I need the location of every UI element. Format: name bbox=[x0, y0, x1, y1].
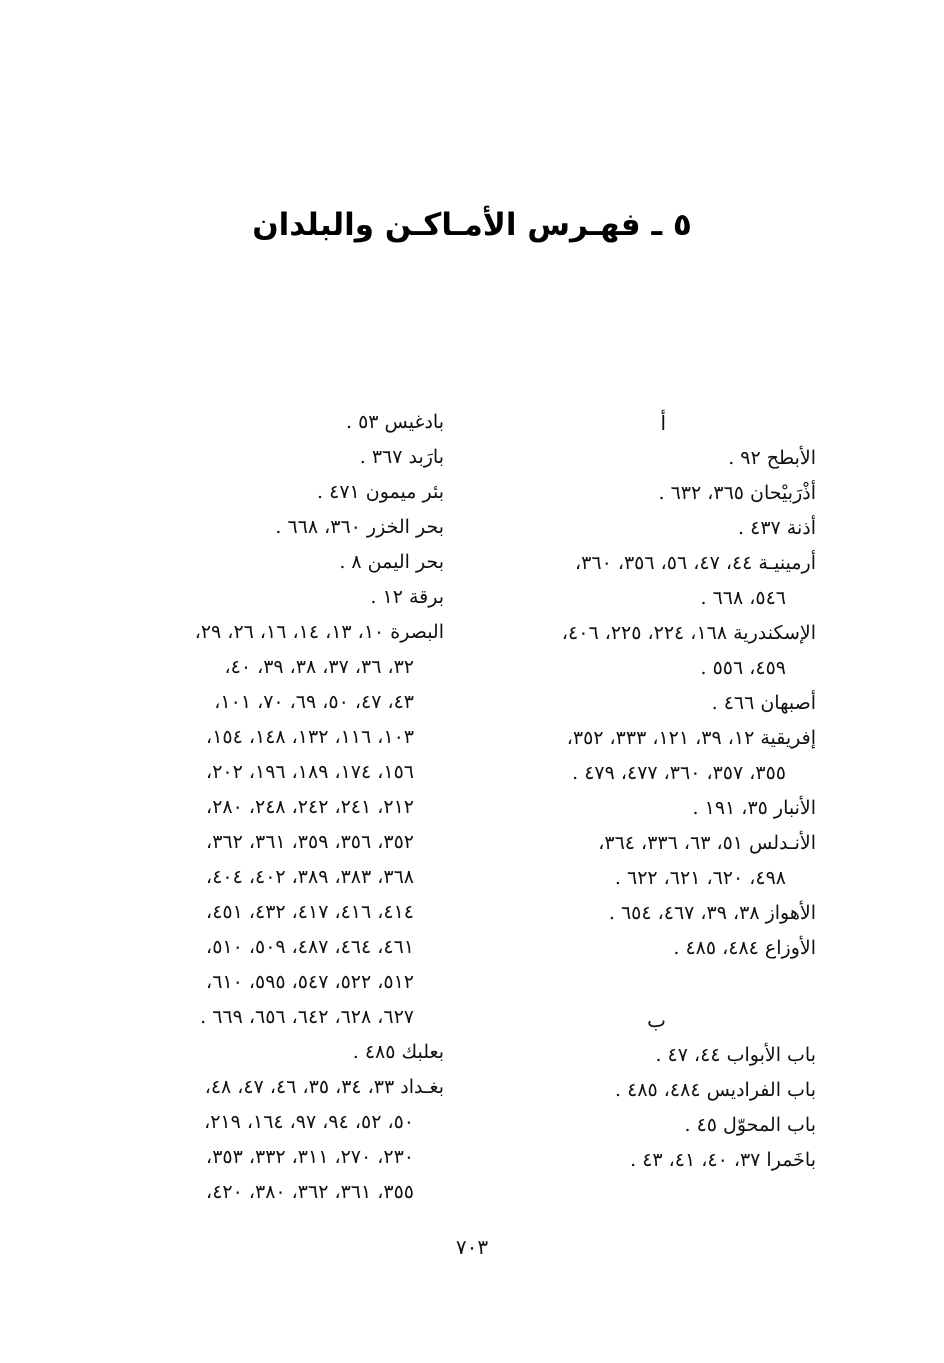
index-entry bbox=[84, 545, 444, 580]
index-entry-continuation: ٢١٢، ٢٤١، ٢٤٢، ٢٤٨، ٢٨٠، bbox=[206, 796, 414, 818]
index-entry-continuation: ٣٥٥، ٣٦١، ٣٦٢، ٣٨٠، ٤٢٠، bbox=[206, 1181, 414, 1203]
index-entry bbox=[456, 1073, 816, 1108]
index-entry-line: إفريقية ١٢، ٣٩، ١٢١، ٣٣٣، ٣٥٢، bbox=[566, 727, 816, 749]
index-entry bbox=[456, 1038, 816, 1073]
index-entry bbox=[456, 616, 816, 686]
index-entry-continuation: ٤٥٩، ٥٥٦ . bbox=[700, 657, 786, 679]
index-entry-continuation: ١٥٦، ١٧٤، ١٨٩، ١٩٦، ٢٠٢، bbox=[206, 761, 414, 783]
index-entry-line: باب الفراديس ٤٨٤، ٤٨٥ . bbox=[615, 1079, 816, 1101]
index-entry bbox=[84, 510, 444, 545]
index-entry-line: بادغيس ٥٣ . bbox=[346, 411, 444, 433]
index-entry-line: الأهواز ٣٨، ٣٩، ٤٦٧، ٦٥٤ . bbox=[608, 902, 816, 924]
index-column-left bbox=[84, 405, 444, 1210]
index-entry-line: برقة ١٢ . bbox=[370, 586, 444, 608]
index-entry bbox=[456, 686, 816, 721]
index-entry-continuation: ٣٥٥، ٣٥٧، ٣٦٠، ٤٧٧، ٤٧٩ . bbox=[572, 762, 786, 784]
entries-ba bbox=[456, 1038, 816, 1178]
index-entry-line: الأنـدلس ٥١، ٦٣، ٣٣٦، ٣٦٤، bbox=[598, 832, 816, 854]
index-entry-line: الأنبار ٣٥، ١٩١ . bbox=[692, 797, 816, 819]
index-entry bbox=[456, 476, 816, 511]
index-entry-continuation: ٥٤٦، ٦٦٨ . bbox=[700, 587, 786, 609]
index-entry bbox=[456, 511, 816, 546]
index-entry-line: أذْرَبيْحان ٣٦٥، ٦٣٢ . bbox=[658, 482, 816, 504]
index-entry-line: بغـداد ٣٣، ٣٤، ٣٥، ٤٦، ٤٧، ٤٨، bbox=[204, 1076, 444, 1098]
index-entry-line: أصبهان ٤٦٦ . bbox=[711, 692, 816, 714]
entries-left bbox=[84, 405, 444, 1210]
index-entry-continuation: ١٠٣، ١١٦، ١٣٢، ١٤٨، ١٥٤، bbox=[206, 726, 414, 748]
index-entry-line: بعلبك ٤٨٥ . bbox=[352, 1041, 444, 1063]
page-title: ٥ ـ فهـرس الأمـاكـن والبلدان bbox=[252, 207, 692, 243]
index-entry-continuation: ٤٦١، ٤٦٤، ٤٨٧، ٥٠٩، ٥١٠، bbox=[206, 936, 414, 958]
index-entry-line: أذنة ٤٣٧ . bbox=[738, 517, 816, 539]
index-entry-continuation: ٣٦٨، ٣٨٣، ٣٨٩، ٤٠٢، ٤٠٤، bbox=[206, 866, 414, 888]
index-entry bbox=[456, 931, 816, 966]
index-entry bbox=[456, 721, 816, 791]
section-letter-ba: ب bbox=[647, 1008, 666, 1032]
index-entry-continuation: ٤٣، ٤٧، ٥٠، ٦٩، ٧٠، ١٠١، bbox=[214, 691, 414, 713]
index-entry-continuation: ٤٩٨، ٦٢٠، ٦٢١، ٦٢٢ . bbox=[614, 867, 786, 889]
index-entry bbox=[84, 440, 444, 475]
index-entry bbox=[456, 1143, 816, 1178]
index-entry-line: بئر ميمون ٤٧١ . bbox=[317, 481, 444, 503]
index-entry-line: الأبطح ٩٢ . bbox=[728, 447, 816, 469]
index-entry bbox=[456, 826, 816, 896]
section-letter-alif: أ bbox=[660, 411, 666, 435]
index-entry-continuation: ٥٠، ٥٢، ٩٤، ٩٧، ١٦٤، ٢١٩، bbox=[204, 1111, 414, 1133]
page-number: ٧٠٣ bbox=[455, 1235, 489, 1259]
index-entry bbox=[456, 441, 816, 476]
index-entry-line: البصرة ١٠، ١٣، ١٤، ١٦، ٢٦، ٢٩، bbox=[194, 621, 444, 643]
index-entry bbox=[84, 1070, 444, 1210]
index-entry bbox=[456, 546, 816, 616]
index-entry bbox=[456, 896, 816, 931]
index-entry-line: بارَبد ٣٦٧ . bbox=[359, 446, 444, 468]
index-entry bbox=[84, 1035, 444, 1070]
index-entry-continuation: ٦٢٧، ٦٢٨، ٦٤٢، ٦٥٦، ٦٦٩ . bbox=[200, 1006, 414, 1028]
index-entry bbox=[456, 791, 816, 826]
index-entry-continuation: ٥١٢، ٥٢٢، ٥٤٧، ٥٩٥، ٦١٠، bbox=[206, 971, 414, 993]
index-entry bbox=[84, 615, 444, 1035]
index-entry-line: أرمينيـة ٤٤، ٤٧، ٥٦، ٣٥٦، ٣٦٠، bbox=[575, 552, 816, 574]
section-gap bbox=[456, 966, 816, 1002]
index-entry-line: بحر الخزر ٣٦٠، ٦٦٨ . bbox=[275, 516, 444, 538]
index-entry-line: الإسكندرية ١٦٨، ٢٢٤، ٢٢٥، ٤٠٦، bbox=[561, 622, 816, 644]
index-entry-continuation: ٢٣٠، ٢٧٠، ٣١١، ٣٣٢، ٣٥٣، bbox=[206, 1146, 414, 1168]
index-entry bbox=[84, 580, 444, 615]
index-entry bbox=[456, 1108, 816, 1143]
entries-alif bbox=[456, 441, 816, 966]
index-entry-line: باب المحوّل ٤٥ . bbox=[684, 1114, 816, 1136]
index-column-right bbox=[456, 405, 816, 1178]
index-entry bbox=[84, 475, 444, 510]
index-entry-continuation: ٣٢، ٣٦، ٣٧، ٣٨، ٣٩، ٤٠، bbox=[224, 656, 414, 678]
index-entry-line: بحر اليمن ٨ . bbox=[339, 551, 444, 573]
index-entry-line: الأوزاع ٤٨٤، ٤٨٥ . bbox=[673, 937, 816, 959]
index-entry-continuation: ٣٥٢، ٣٥٦، ٣٥٩، ٣٦١، ٣٦٢، bbox=[206, 831, 414, 853]
index-entry-line: باب الأبواب ٤٤، ٤٧ . bbox=[655, 1044, 816, 1066]
index-entry-line: باخَمرا ٣٧، ٤٠، ٤١، ٤٣ . bbox=[630, 1149, 816, 1171]
index-entry-continuation: ٤١٤، ٤١٦، ٤١٧، ٤٣٢، ٤٥١، bbox=[206, 901, 414, 923]
index-entry bbox=[84, 405, 444, 440]
